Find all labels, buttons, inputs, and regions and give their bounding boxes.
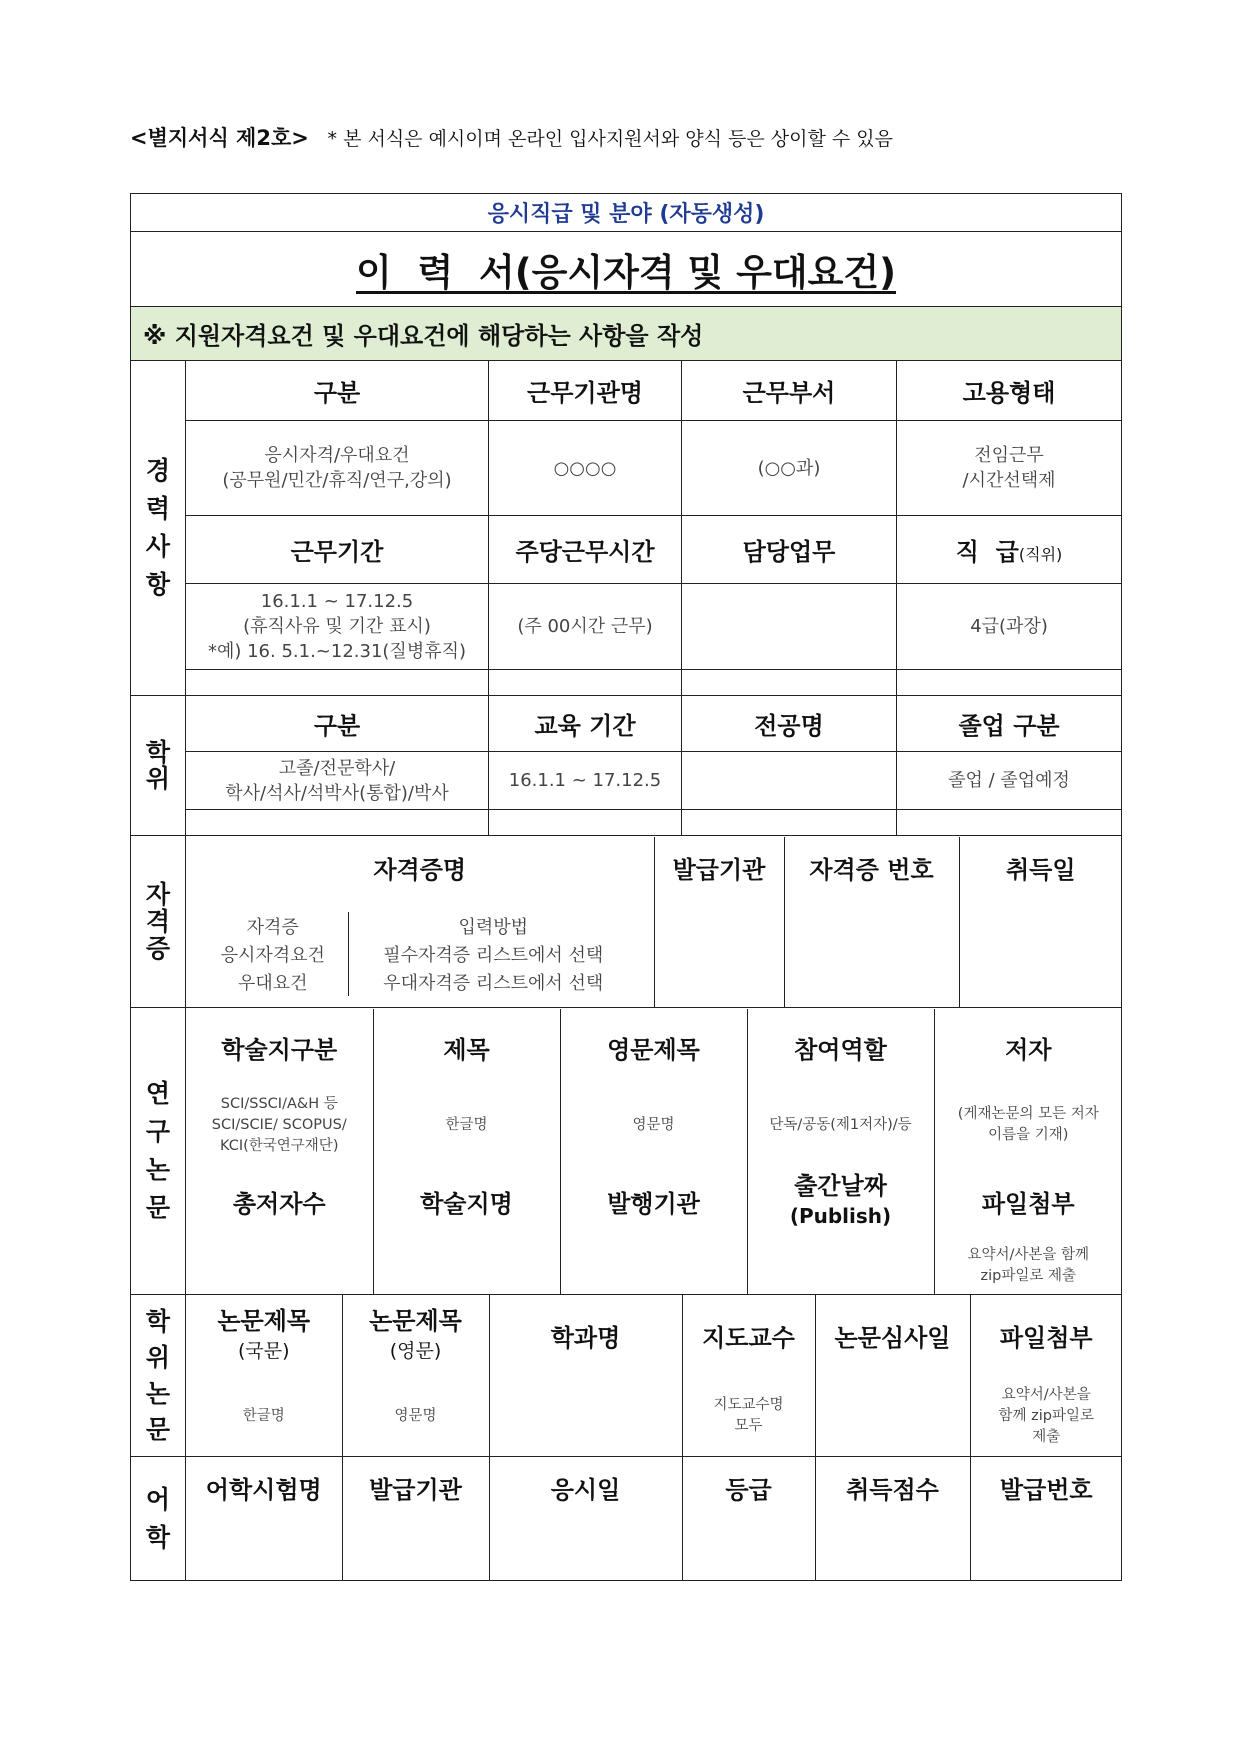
degree-blank-cell[interactable]: [186, 810, 489, 836]
career-header-dept: 근무부서: [682, 361, 897, 421]
research-author-value[interactable]: (게재논문의 모든 저자 이름을 기재): [934, 1087, 1122, 1164]
degree-blank-cell[interactable]: [897, 810, 1122, 836]
thesis-department-value[interactable]: [489, 1376, 682, 1456]
research-category-value[interactable]: SCI/SSCI/A&H 등 SCI/SCIE/ SCOPUS/ KCI(한국연구재단): [186, 1087, 373, 1164]
language-test-date-value[interactable]: [489, 1518, 682, 1580]
cert-section: [186, 836, 1122, 1008]
language-side-label: 어 학: [131, 1457, 186, 1581]
degree-period-value[interactable]: 16.1.1 ~ 17.12.5: [489, 752, 682, 810]
career-header-org: 근무기관명: [489, 361, 682, 421]
research-section: [186, 1008, 1122, 1295]
form-label: <별지서식 제2호>: [130, 126, 309, 150]
language-section: [186, 1457, 1122, 1581]
resume-form: [130, 193, 1122, 1581]
degree-side-label: 학 위: [131, 696, 186, 836]
page-title: [131, 232, 1122, 307]
career-blank-cell[interactable]: [682, 670, 897, 696]
cert-date-value[interactable]: [959, 899, 1122, 1007]
career-dept-value[interactable]: (○○과): [682, 421, 897, 516]
research-header-en-title: 영문제목: [560, 1009, 747, 1087]
research-header-title: 제목: [373, 1009, 560, 1087]
career-rank-value[interactable]: 4급(과장): [897, 584, 1122, 670]
cert-header-name: 자격증명: [186, 837, 654, 899]
career-org-value[interactable]: ○○○○: [489, 421, 682, 516]
degree-header-type: 구분: [186, 696, 489, 752]
career-weekly-hours-value[interactable]: (주 00시간 근무): [489, 584, 682, 670]
cert-guide-cell: 응시자격요건: [198, 940, 348, 968]
degree-type-value[interactable]: 고졸/전문학사/ 학사/석사/석박사(통합)/박사: [186, 752, 489, 810]
cert-guide-cell: 필수자격증 리스트에서 선택: [348, 940, 638, 968]
thesis-section: [186, 1295, 1122, 1457]
language-header-test-date: 응시일: [489, 1457, 682, 1518]
research-header-journal: 학술지명: [373, 1164, 560, 1239]
degree-header-major: 전공명: [682, 696, 897, 752]
career-header-weekly-hours: 주당근무시간: [489, 516, 682, 584]
research-author-count-value[interactable]: [186, 1239, 373, 1294]
career-period-value[interactable]: 16.1.1 ~ 17.12.5 (휴직사유 및 기간 표시) *예) 16. 5.1.~12.31(질병휴직): [186, 584, 489, 670]
thesis-header-ko-title: 논문제목 (국문): [186, 1295, 342, 1376]
language-header-test: 어학시험명: [186, 1457, 342, 1518]
career-blank-cell[interactable]: [186, 670, 489, 696]
cert-guide-cell: 우대자격증 리스트에서 선택: [348, 968, 638, 996]
position-title: 응시직급 및 분야 (자동생성): [131, 194, 1122, 232]
research-side-label: 연 구 논 문: [131, 1008, 186, 1295]
cert-issuer-value[interactable]: [654, 899, 784, 1007]
research-header-publish-date: 출간날짜 (Publish): [747, 1164, 934, 1239]
research-title-value[interactable]: 한글명: [373, 1087, 560, 1164]
degree-header-period: 교육 기간: [489, 696, 682, 752]
career-employment-value[interactable]: 전임근무 /시간선택제: [897, 421, 1122, 516]
career-header-period: 근무기간: [186, 516, 489, 584]
thesis-review-date-value[interactable]: [815, 1376, 970, 1456]
language-header-issuer: 발급기관: [342, 1457, 489, 1518]
research-header-publisher: 발행기관: [560, 1164, 747, 1239]
career-blank-cell[interactable]: [897, 670, 1122, 696]
thesis-attachment-value[interactable]: 요약서/사본을 함께 zip파일로 제출: [970, 1376, 1122, 1456]
cert-guide-cell: 자격증: [198, 912, 348, 940]
degree-blank-cell[interactable]: [489, 810, 682, 836]
degree-graduation-value[interactable]: 졸업 / 졸업예정: [897, 752, 1122, 810]
instruction-banner: ※ 지원자격요건 및 우대요건에 해당하는 사항을 작성: [131, 307, 1122, 361]
research-publish-date-value[interactable]: [747, 1239, 934, 1294]
career-header-rank: 직 급(직위): [897, 516, 1122, 584]
career-side-label: 경 력 사 항: [131, 361, 186, 696]
research-header-author-count: 총저자수: [186, 1164, 373, 1239]
degree-major-value[interactable]: [682, 752, 897, 810]
research-role-value[interactable]: 단독/공동(제1저자)/등: [747, 1087, 934, 1164]
language-issue-number-value[interactable]: [970, 1518, 1122, 1580]
career-duty-value[interactable]: [682, 584, 897, 670]
research-en-title-value[interactable]: 영문명: [560, 1087, 747, 1164]
thesis-en-title-value[interactable]: 영문명: [342, 1376, 489, 1456]
language-issuer-value[interactable]: [342, 1518, 489, 1580]
thesis-header-en-title: 논문제목 (영문): [342, 1295, 489, 1376]
cert-side-label: 자 격 증: [131, 836, 186, 1008]
cert-header-issuer: 발급기관: [654, 837, 784, 899]
form-note: * 본 서식은 예시이며 온라인 입사지원서와 양식 등은 상이할 수 있음: [327, 128, 893, 150]
career-header-employment: 고용형태: [897, 361, 1122, 421]
cert-header-date: 취득일: [959, 837, 1122, 899]
language-header-issue-number: 발급번호: [970, 1457, 1122, 1518]
degree-blank-cell[interactable]: [682, 810, 897, 836]
language-score-value[interactable]: [815, 1518, 970, 1580]
research-publisher-value[interactable]: [560, 1239, 747, 1294]
thesis-ko-title-value[interactable]: 한글명: [186, 1376, 342, 1456]
language-grade-value[interactable]: [682, 1518, 815, 1580]
research-journal-value[interactable]: [373, 1239, 560, 1294]
cert-guide-table: [198, 912, 638, 996]
thesis-header-advisor: 지도교수: [682, 1295, 815, 1376]
thesis-header-attachment: 파일첨부: [970, 1295, 1122, 1376]
research-attachment-value[interactable]: 요약서/사본을 함께 zip파일로 제출: [934, 1239, 1122, 1294]
thesis-header-department: 학과명: [489, 1295, 682, 1376]
language-header-grade: 등급: [682, 1457, 815, 1518]
thesis-header-review-date: 논문심사일: [815, 1295, 970, 1376]
career-header-duty: 담당업무: [682, 516, 897, 584]
cert-number-value[interactable]: [784, 899, 959, 1007]
degree-header-graduation: 졸업 구분: [897, 696, 1122, 752]
career-blank-cell[interactable]: [489, 670, 682, 696]
research-header-category: 학술지구분: [186, 1009, 373, 1087]
thesis-advisor-value[interactable]: 지도교수명 모두: [682, 1376, 815, 1456]
cert-guide-cell: 우대요건: [198, 968, 348, 996]
language-header-score: 취득점수: [815, 1457, 970, 1518]
research-header-role: 참여역할: [747, 1009, 934, 1087]
form-header: [130, 122, 893, 152]
language-test-value[interactable]: [186, 1518, 342, 1580]
page-title-text: 이 력 서(응시자격 및 우대요건): [356, 251, 897, 294]
career-type-value[interactable]: 응시자격/우대요건 (공무원/민간/휴직/연구,강의): [186, 421, 489, 516]
research-header-author: 저자: [934, 1009, 1122, 1087]
research-header-attachment: 파일첨부: [934, 1164, 1122, 1239]
cert-guide-cell: 입력방법: [348, 912, 638, 940]
thesis-side-label: 학 위 논 문: [131, 1295, 186, 1457]
cert-header-number: 자격증 번호: [784, 837, 959, 899]
career-header-type: 구분: [186, 361, 489, 421]
cert-name-cell[interactable]: [186, 899, 654, 1007]
